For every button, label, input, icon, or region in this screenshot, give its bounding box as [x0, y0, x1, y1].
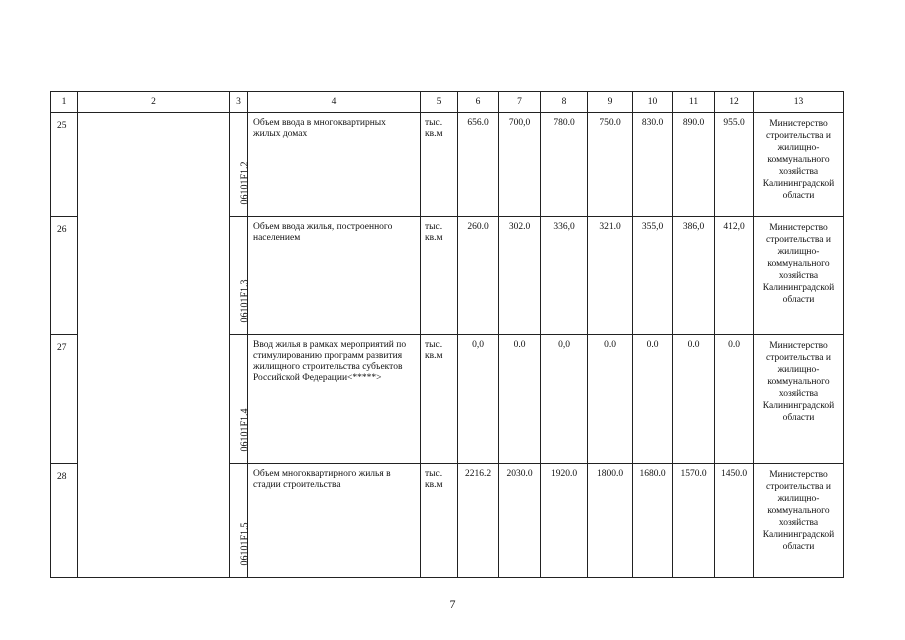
- header-cell: 5: [421, 92, 458, 113]
- page-number: 7: [449, 597, 456, 611]
- value-cell: 0.0: [499, 335, 541, 464]
- header-cell: 10: [633, 92, 673, 113]
- value-cell: 2030.0: [499, 464, 541, 578]
- indicator-code-cell: [230, 335, 248, 464]
- value-cell: 355,0: [633, 217, 673, 335]
- unit: тыс. кв.м: [421, 217, 458, 335]
- column-number-header: [51, 92, 844, 113]
- header-cell: 8: [541, 92, 588, 113]
- value-cell: 1680.0: [633, 464, 673, 578]
- indicator-name: Объем ввода жилья, построенного населением: [248, 217, 421, 335]
- header-cell: 3: [230, 92, 248, 113]
- header-cell: 2: [78, 92, 230, 113]
- value-cell: 890.0: [673, 113, 715, 217]
- header-cell: 4: [248, 92, 421, 113]
- indicators-table: [50, 91, 844, 578]
- row-number: 27: [51, 335, 78, 464]
- value-cell: 386,0: [673, 217, 715, 335]
- value-cell: 0,0: [541, 335, 588, 464]
- responsible-org: Министерство строительства и жилищно-коммунального хозяйства Калининградской области: [754, 464, 844, 578]
- header-cell: 6: [458, 92, 499, 113]
- header-cell: 9: [588, 92, 633, 113]
- indicator-code: 06101F1.5: [239, 522, 250, 566]
- header-cell: 1: [51, 92, 78, 113]
- header-cell: 7: [499, 92, 541, 113]
- row-number: 26: [51, 217, 78, 335]
- value-cell: 656.0: [458, 113, 499, 217]
- value-cell: 0.0: [715, 335, 754, 464]
- header-cell: 12: [715, 92, 754, 113]
- unit: тыс. кв.м: [421, 113, 458, 217]
- value-cell: 1920.0: [541, 464, 588, 578]
- indicator-code: 06101F1.4: [239, 408, 250, 452]
- value-cell: 302.0: [499, 217, 541, 335]
- value-cell: 750.0: [588, 113, 633, 217]
- indicator-code: 06101F1.3: [239, 279, 250, 323]
- indicator-code-cell: [230, 464, 248, 578]
- indicator-name: Объем многоквартирного жилья в стадии строительства: [248, 464, 421, 578]
- table-row: [51, 113, 844, 217]
- header-cell: 13: [754, 92, 844, 113]
- value-cell: 0,0: [458, 335, 499, 464]
- indicator-name: Объем ввода в многоквартирных жилых домах: [248, 113, 421, 217]
- value-cell: 0.0: [673, 335, 715, 464]
- row-number: 25: [51, 113, 78, 217]
- empty-column-2-cell: [78, 113, 230, 578]
- value-cell: 260.0: [458, 217, 499, 335]
- indicator-name: Ввод жилья в рамках мероприятий по стимулированию программ развития жилищного строительства субъектов Российской Федерации<*****>: [248, 335, 421, 464]
- value-cell: 0.0: [633, 335, 673, 464]
- responsible-org: Министерство строительства и жилищно-коммунального хозяйства Калининградской области: [754, 217, 844, 335]
- value-cell: 1570.0: [673, 464, 715, 578]
- responsible-org: Министерство строительства и жилищно-коммунального хозяйства Калининградской области: [754, 113, 844, 217]
- indicator-code: 06101F1.2: [239, 161, 250, 205]
- indicator-code-cell: [230, 113, 248, 217]
- value-cell: 2216.2: [458, 464, 499, 578]
- value-cell: 955.0: [715, 113, 754, 217]
- value-cell: 0.0: [588, 335, 633, 464]
- header-cell: 11: [673, 92, 715, 113]
- value-cell: 1800.0: [588, 464, 633, 578]
- row-number: 28: [51, 464, 78, 578]
- unit: тыс. кв.м: [421, 464, 458, 578]
- indicator-code-cell: [230, 217, 248, 335]
- value-cell: 1450.0: [715, 464, 754, 578]
- value-cell: 336,0: [541, 217, 588, 335]
- value-cell: 412,0: [715, 217, 754, 335]
- unit: тыс. кв.м: [421, 335, 458, 464]
- value-cell: 830.0: [633, 113, 673, 217]
- responsible-org: Министерство строительства и жилищно-коммунального хозяйства Калининградской области: [754, 335, 844, 464]
- value-cell: 780.0: [541, 113, 588, 217]
- value-cell: 321.0: [588, 217, 633, 335]
- value-cell: 700,0: [499, 113, 541, 217]
